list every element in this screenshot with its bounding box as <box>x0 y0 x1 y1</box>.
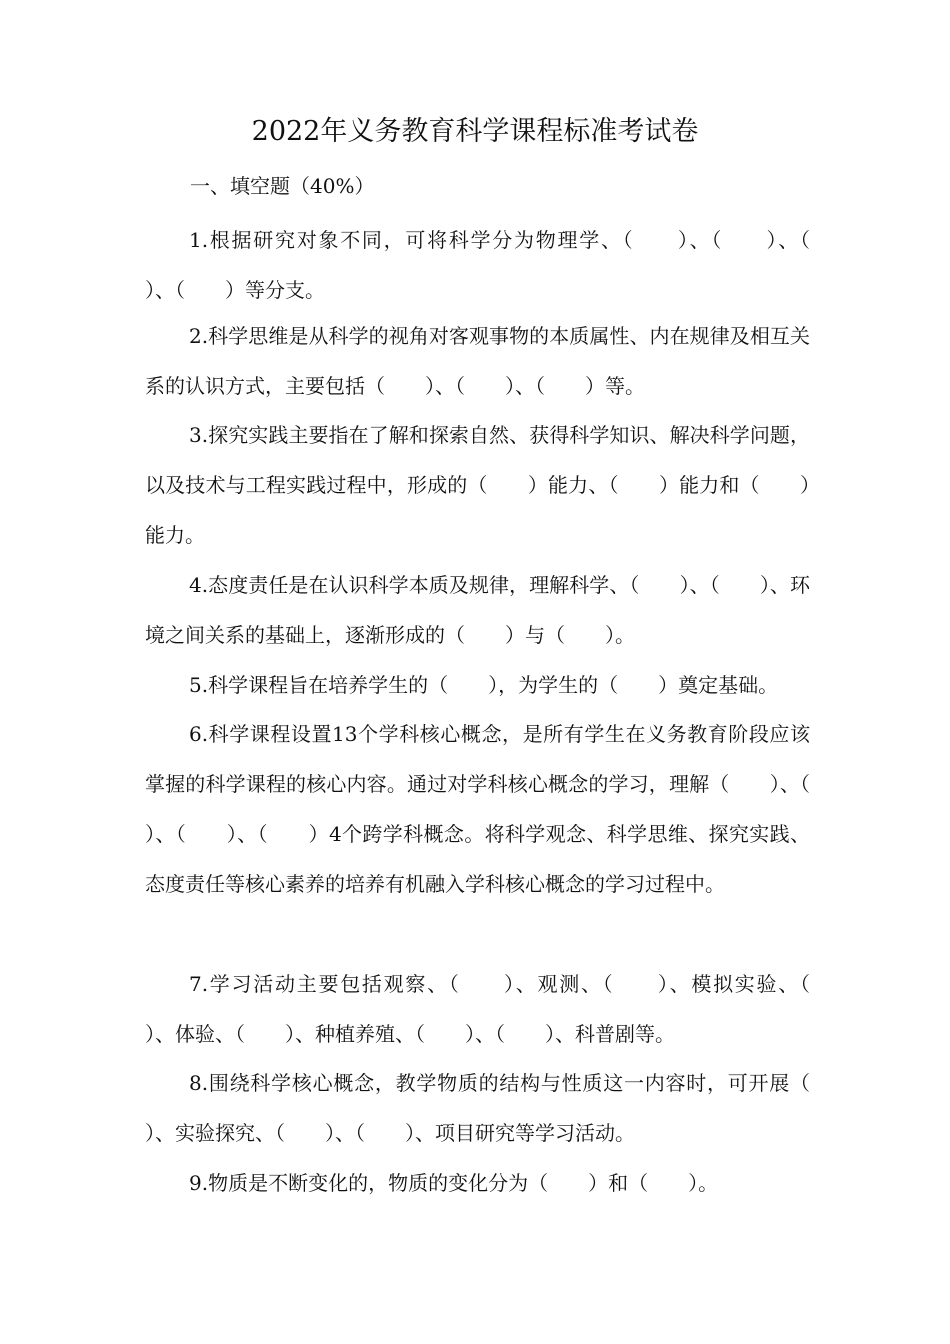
question-6: 6.科学课程设置13个学科核心概念，是所有学生在义务教育阶段应该掌握的科学课程的核心内容。通过对学科核心概念的学习，理解（ ）、（ ）、（ ）、（ ）4个跨学科概念。将科学观念、科学思维、探究实践、态度责任等核心素养的培养有机融入学科核心概念的学习过程中。 <box>145 722 850 896</box>
question-8: 8.围绕科学核心概念，教学物质的结构与性质这一内容时，可开展（ ）、实验探究、（ ）、（ ）、项目研究等学习活动。 <box>145 1071 850 1145</box>
page-title: 2022年义务教育科学课程标准考试卷 <box>251 116 699 147</box>
question-9: 9.物质是不断变化的，物质的变化分为（ ）和（ ）。 <box>189 1171 719 1195</box>
section-heading: 一、填空题（40%） <box>190 174 375 198</box>
question-5: 5.科学课程旨在培养学生的（ ），为学生的（ ）奠定基础。 <box>189 673 779 697</box>
question-1: 1.根据研究对象不同，可将科学分为物理学、（ ）、（ ）、（ ）、（ ）等分支。 <box>145 228 850 302</box>
question-2: 2.科学思维是从科学的视角对客观事物的本质属性、内在规律及相互关系的认识方式，主要包括（ ）、（ ）、（ ）等。 <box>145 324 810 398</box>
question-7: 7.学习活动主要包括观察、（ ）、观测、（ ）、模拟实验、（ ）、体验、（ ）、种植养殖、（ ）、（ ）、科普剧等。 <box>145 972 850 1046</box>
question-3: 3.探究实践主要指在了解和探索自然、获得科学知识、解决科学问题，以及技术与工程实践过程中，形成的（ ）能力、（ ）能力和（ ）能力。 <box>145 423 810 547</box>
question-4: 4.态度责任是在认识科学本质及规律，理解科学、（ ）、（ ）、环境之间关系的基础上，逐渐形成的（ ）与（ ）。 <box>145 573 810 647</box>
